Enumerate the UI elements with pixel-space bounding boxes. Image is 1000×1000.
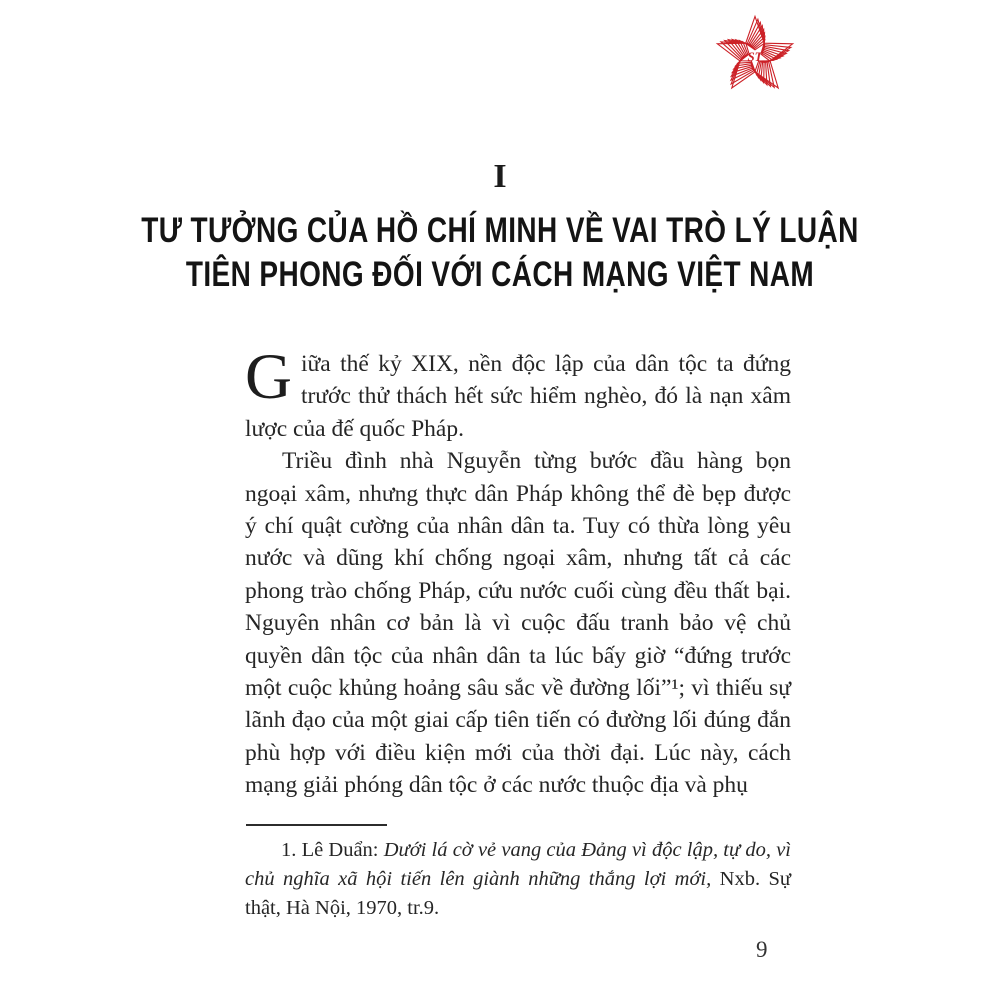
publisher-starburst-logo-icon bbox=[712, 13, 798, 99]
paragraph-1 bbox=[245, 341, 791, 445]
footnote-work-title: Dưới lá cờ vẻ vang của Đảng vì độc lập, tự do, vì chủ nghĩa xã hội tiến lên giành những thắng lợi mới, bbox=[245, 839, 791, 890]
footnote bbox=[245, 836, 791, 923]
footnote-text bbox=[245, 836, 791, 923]
page-number: 9 bbox=[756, 937, 768, 962]
footnote-citation-suffix: Nxb. Sự thật, Hà Nội, 1970, tr.9. bbox=[245, 868, 792, 919]
paragraph-2: Triều đình nhà Nguyễn từng bước đầu hàng bọn ngoại xâm, nhưng thực dân Pháp không thể đè bẹp được ý chí quật cường của nhân dân ta. Tuy có thừa lòng yêu nước và dũng khí chống ngoại xâm, nhưng tất cả các phong trào chống Pháp, cứu nước cuối cùng đều thất bại. Nguyên nhân cơ bản là vì cuộc đấu tranh bảo vệ chủ quyền dân tộc của nhân dân ta lúc bấy giờ “đứng trước một cuộc khủng hoảng sâu sắc về đường lối”¹; vì thiếu sự lãnh đạo của một giai cấp tiên tiến có đường lối đúng đắn phù hợp với điều kiện mới của thời đại. Lúc này, cách mạng giải phóng dân tộc ở các nước thuộc địa và phụ bbox=[245, 448, 791, 799]
chapter-title bbox=[100, 209, 900, 297]
body-text bbox=[245, 341, 791, 802]
chapter-title-line-1: TƯ TƯỞNG CỦA HỒ CHÍ MINH VỀ VAI TRÒ LÝ LUẬN bbox=[141, 211, 859, 250]
drop-cap: G bbox=[245, 341, 292, 413]
footnote-citation-prefix: 1. Lê Duẩn: bbox=[281, 839, 384, 861]
chapter-title-line-2: TIÊN PHONG ĐỐI VỚI CÁCH MẠNG VIỆT NAM bbox=[185, 255, 815, 294]
footnote-rule bbox=[246, 824, 387, 826]
chapter-numeral: I bbox=[493, 158, 507, 195]
logo-monogram: ST bbox=[747, 50, 763, 65]
paragraph-1-text: iữa thế kỷ XIX, nền độc lập của dân tộc ta đứng trước thử thách hết sức hiểm nghèo, đó là nạn xâm lược của đế quốc Pháp. bbox=[245, 351, 791, 442]
